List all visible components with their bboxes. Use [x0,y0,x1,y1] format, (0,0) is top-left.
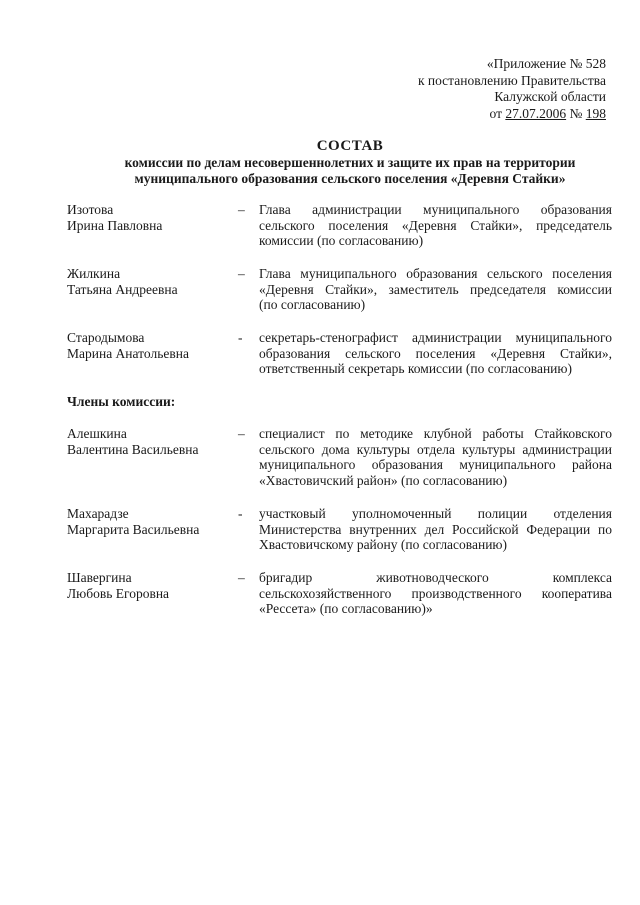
position-line: муниципального образования муниципального района [259,457,612,472]
person-surname: Махарадзе [67,506,129,521]
position-line: сельского поселения «Деревня Стайки», председатель [259,217,612,233]
position-line: секретарь-стенографист администрации муниципального [259,330,612,345]
person-surname: Шавергина [67,570,132,585]
person-surname: Алешкина [67,426,127,441]
position-line: сельскохозяйственного производственного кооператива [259,585,612,601]
subtitle-line-1: комиссии по делам несовершеннолетних и защите их прав на территории [124,155,576,170]
appendix-number-prefix: № [566,105,586,121]
entry-dash: – [238,266,245,281]
position-line: Хвастовичскому району (по согласованию) [259,537,508,552]
person-name [67,506,237,537]
person-position [259,202,612,249]
person-surname: Изотова [67,202,114,217]
position-line: «Рессета» (по согласованию)» [259,601,433,616]
entry-dash: – [238,570,245,585]
person-given-name: Ирина Павловна [67,217,163,233]
person-position [259,506,612,553]
person-position [259,570,612,617]
document-subtitle [60,155,640,187]
position-line: «Хвастовичский район» (по согласованию) [259,472,508,488]
person-given-name: Любовь Егоровна [67,585,170,601]
entry-dash: – [238,202,245,217]
position-line: комиссии (по согласованию) [259,233,424,248]
person-position [259,266,612,313]
position-line: Министерства внутренних дел Российской Федерации по [259,521,612,537]
appendix-number: 198 [585,105,606,121]
position-line: участковый уполномоченный полиции отделения [259,506,612,521]
position-line: сельского дома культуры отдела культуры администрации [259,441,612,457]
position-line: Глава муниципального образования сельского поселения [259,266,612,281]
entry-dash: - [238,506,243,521]
appendix-line-3: Калужской области [494,89,606,104]
appendix-line-4 [418,106,606,123]
entry-dash: – [238,426,245,441]
person-position [259,330,612,377]
position-line: ответственный секретарь комиссии (по согласованию) [259,361,572,376]
members-heading: Члены комиссии: [67,394,176,409]
document-heading [60,137,640,187]
person-name [67,202,237,233]
person-name [67,426,237,457]
person-name [67,266,237,297]
person-surname: Жилкина [67,266,121,281]
person-position [259,426,612,488]
person-name [67,570,237,601]
person-name [67,330,237,361]
appendix-line-1: «Приложение № 528 [486,56,606,71]
person-given-name: Валентина Васильевна [67,441,199,457]
person-given-name: Маргарита Васильевна [67,521,200,537]
person-given-name: Марина Анатольевна [67,345,189,361]
position-line: бригадир животноводческого комплекса [259,570,612,585]
appendix-reference [418,56,606,122]
person-surname: Стародымова [67,330,145,345]
position-line: «Деревня Стайки», заместитель председателя комиссии [259,281,612,297]
person-given-name: Татьяна Андреевна [67,281,178,297]
subtitle-line-2: муниципального образования сельского поселения «Деревня Стайки» [134,171,566,186]
appendix-line-2: к постановлению Правительства [417,72,606,88]
appendix-date-prefix: от [489,105,506,121]
position-line: Глава администрации муниципального образования [259,202,612,217]
entry-dash: - [238,330,243,345]
appendix-date: 27.07.2006 [505,105,567,121]
document-title: СОСТАВ [316,138,384,154]
position-line: специалист по методике клубной работы Стайковского [259,426,612,441]
position-line: образования сельского поселения «Деревня Стайки», [259,345,612,361]
position-line: (по согласованию) [259,297,366,312]
